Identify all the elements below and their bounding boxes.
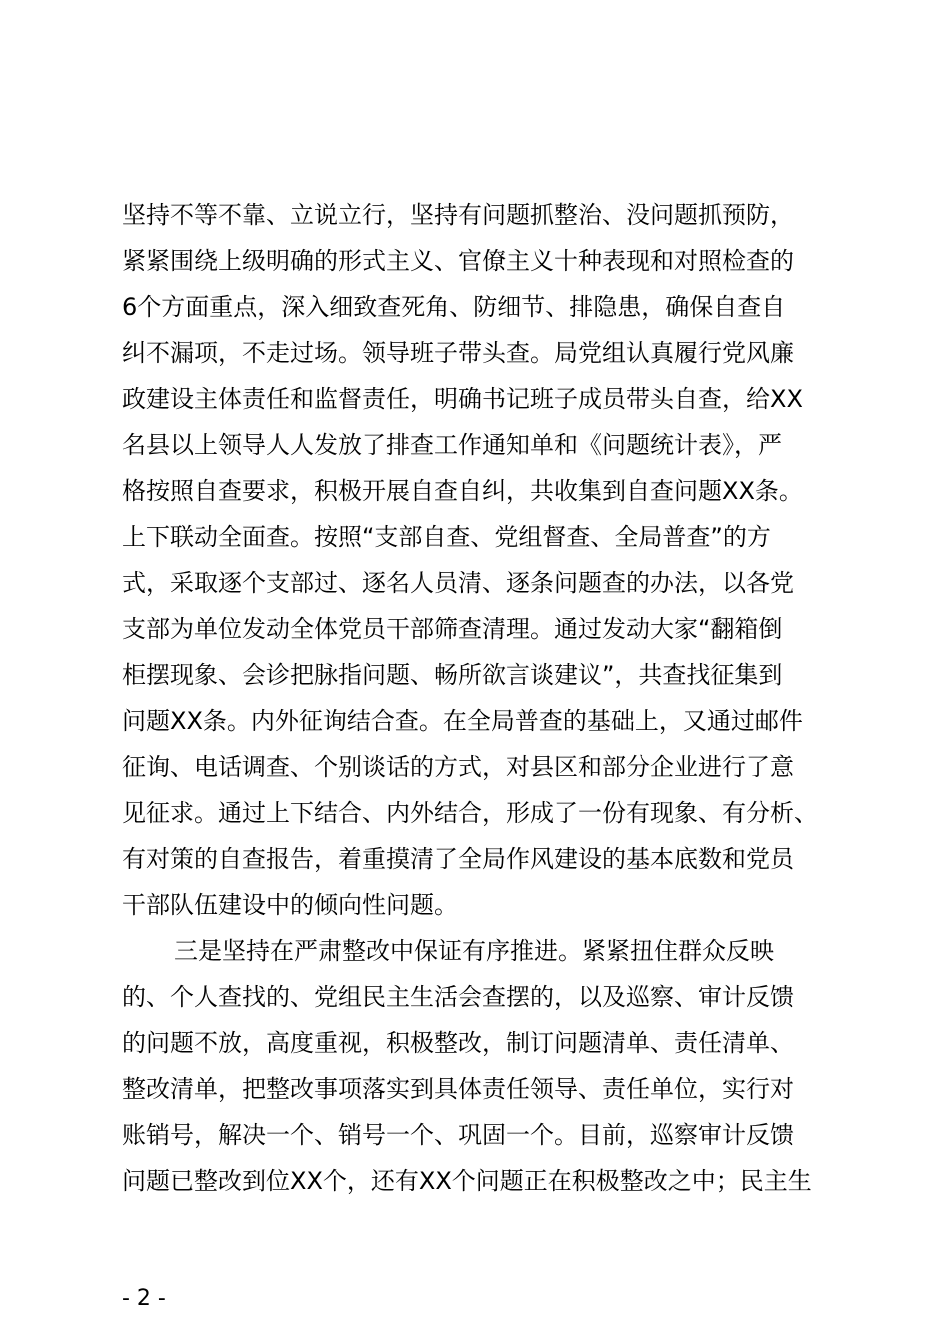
text-line: 整改清单，把整改事项落实到具体责任领导、责任单位，实行对: [122, 1075, 794, 1103]
text-line: 名县以上领导人人发放了排查工作通知单和《问题统计表》，严: [122, 431, 782, 459]
text-line: 纠不漏项，不走过场。领导班子带头查。局党组认真履行党风廉: [122, 339, 794, 367]
text-line: 问题XX条。内外征询结合查。在全局普查的基础上，又通过邮件: [122, 707, 803, 735]
text-line: 征询、电话调查、个别谈话的方式，对县区和部分企业进行了意: [122, 753, 794, 781]
text-line: 紧紧围绕上级明确的形式主义、官僚主义十种表现和对照检查的: [122, 247, 794, 275]
text-line: 账销号，解决一个、销号一个、巩固一个。目前，巡察审计反馈: [122, 1121, 794, 1149]
text-line: 见征求。通过上下结合、内外结合，形成了一份有现象、有分析、: [122, 799, 818, 827]
text-line: 格按照自查要求，积极开展自查自纠，共收集到自查问题XX条。: [122, 477, 803, 505]
text-line: 支部为单位发动全体党员干部筛查清理。通过发动大家“翻箱倒: [122, 615, 783, 643]
paragraph-start-line: 三是坚持在严肃整改中保证有序推进。紧紧扭住群众反映: [174, 937, 774, 965]
text-line: 的、个人查找的、党组民主生活会查摆的，以及巡察、审计反馈: [122, 983, 794, 1011]
text-line: 坚持不等不靠、立说立行，坚持有问题抓整治、没问题抓预防，: [122, 201, 794, 229]
text-line: 干部队伍建设中的倾向性问题。: [122, 891, 458, 919]
text-line: 6个方面重点，深入细致查死角、防细节、排隐患，确保自查自: [122, 293, 786, 321]
text-line: 柜摆现象、会诊把脉指问题、畅所欲言谈建议”，共查找征集到: [122, 661, 783, 689]
page-number: - 2 -: [122, 1286, 166, 1311]
text-line: 上下联动全面查。按照“支部自查、党组督查、全局普查”的方: [122, 523, 771, 551]
text-line: 问题已整改到位XX个，还有XX个问题正在积极整改之中；民主生: [122, 1167, 812, 1195]
body-text: [122, 192, 842, 1204]
text-line: 的问题不放，高度重视，积极整改，制订问题清单、责任清单、: [122, 1029, 794, 1057]
text-line: 式，采取逐个支部过、逐名人员清、逐条问题查的办法，以各党: [122, 569, 794, 597]
text-line: 有对策的自查报告，着重摸清了全局作风建设的基本底数和党员: [122, 845, 794, 873]
text-line: 政建设主体责任和监督责任，明确书记班子成员带头自查，给XX: [122, 385, 803, 413]
